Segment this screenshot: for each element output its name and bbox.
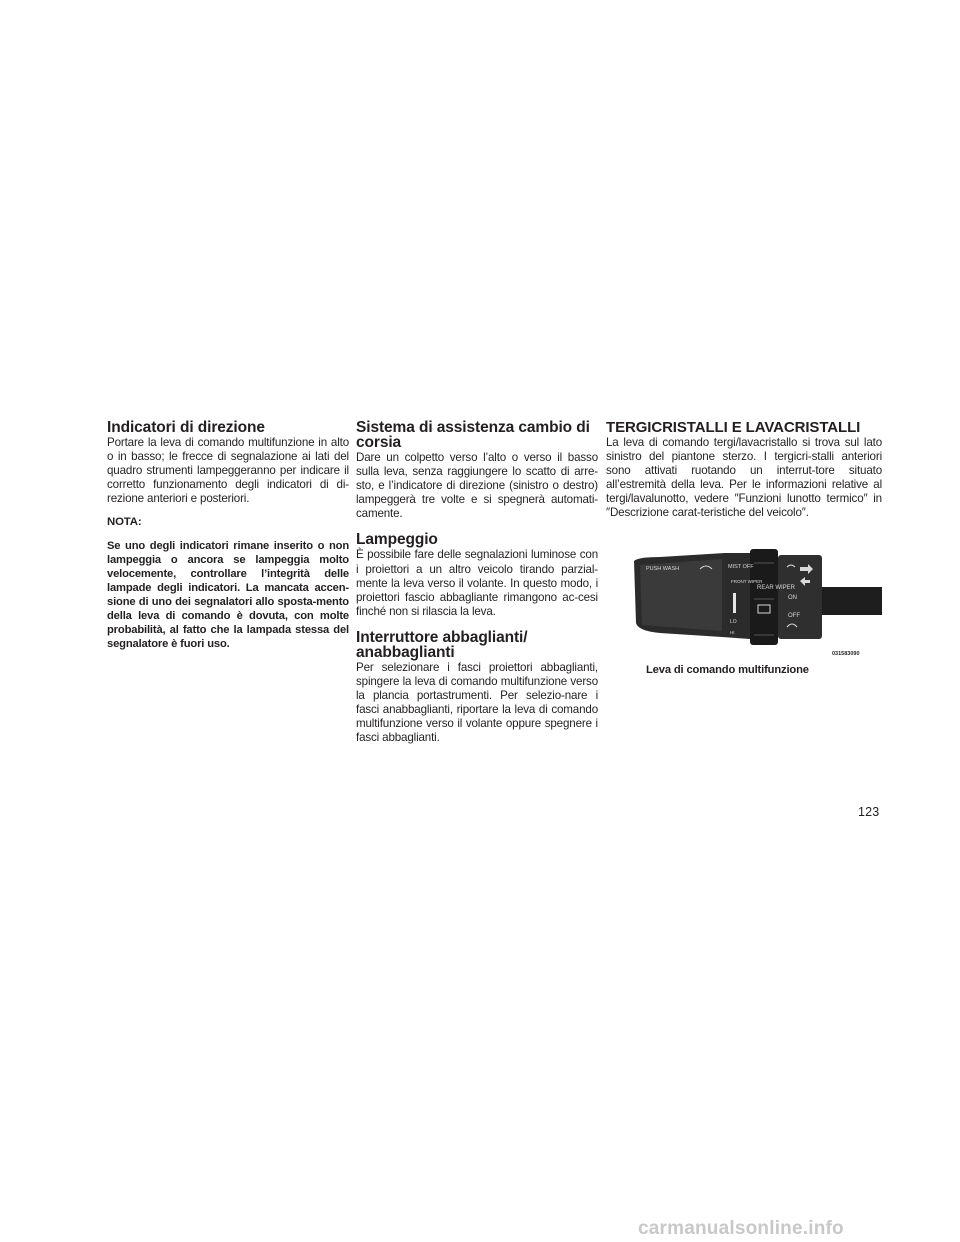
label-off: OFF	[788, 612, 800, 619]
column-left	[107, 420, 349, 651]
page-number: 123	[858, 805, 880, 819]
nota-text: Se uno degli indicatori rimane inserito o non lampeggia o ancora se lampeggia molto velocemente, controllare l’integrità delle lampade degli indicatori. La mancata accen-sione di uno dei segnalatori allo sposta-mento della leva di comando è dovuta, con molte probabilità, al fatto che la lampada stessa del segnalatore è fuori uso.	[107, 539, 349, 651]
label-hi: HI	[730, 629, 735, 635]
figure-code: 031583090	[832, 650, 860, 657]
label-mist-off: MIST OFF	[728, 563, 754, 570]
paragraph-interruttore-abbaglianti: Per selezionare i fasci proiettori abbaglianti, spingere la leva di comando multifunzione verso la plancia portastrumenti. Per selezio-nare i fasci anabbaglianti, riportare la leva di comando multifunzione verso il volante oppure spegnere i fasci abbaglianti.	[356, 660, 598, 745]
paragraph-lampeggio: È possibile fare delle segnalazioni luminose con i proiettori a un altro veicolo tirando parzial-mente la leva verso il volante. In questo modo, i proiettori fascio abbagliante rimangono ac-cesi finché non si rilascia la leva.	[356, 548, 598, 618]
label-push-wash: PUSH WASH	[646, 565, 680, 572]
label-rear-wiper: REAR WIPER	[757, 584, 796, 591]
label-front-wiper: FRONT WIPER	[731, 578, 763, 584]
heading-indicatori: Indicatori di direzione	[107, 419, 265, 436]
heading-tergicristalli: TERGICRISTALLI E LAVACRISTALLI	[606, 419, 861, 436]
heading-lampeggio: Lampeggio	[356, 531, 438, 549]
figure-caption: Leva di comando multifunzione	[646, 664, 809, 676]
heading-interruttore-abbaglianti: Interruttore abbaglianti/ anabbaglianti	[356, 628, 528, 661]
nota-label: NOTA:	[107, 516, 142, 529]
watermark: carmanualsonline.info	[638, 1218, 844, 1239]
column-middle	[356, 420, 598, 746]
paragraph-assistenza-cambio-corsia: Dare un colpetto verso l’alto o verso il basso sulla leva, senza raggiungere lo scatto di arre-sto, e l’indicatore di direzione (sinistro o destro) lampeggerà tre volte e si spegnerà automati-camente.	[356, 451, 598, 521]
paragraph-indicatori: Portare la leva di comando multifunzione in alto o in basso; le frecce di segnalazione ai lati del quadro strumenti lampeggeranno per indicare il corretto funzionamento degli indicatori di di-rezione anteriori e posteriori.	[107, 436, 349, 506]
paragraph-tergicristalli: La leva di comando tergi/lavacristallo si trova sul lato sinistro del piantone sterzo. I tergicri-stalli anteriori sono attivati ruotando un interrut-tore situato all’estremità della leva. Per le informazioni relative al tergi/lavalunotto, vedere ″Funzioni lunotto termico″ in ″Descrizione carat-teristiche del veicolo″.	[606, 436, 882, 520]
label-on: ON	[788, 594, 797, 601]
heading-assistenza-cambio-corsia: Sistema di assistenza cambio di corsia	[356, 419, 590, 451]
column-right	[606, 420, 882, 659]
multifunction-lever-figure	[630, 539, 882, 659]
multifunction-lever-illustration	[630, 539, 882, 659]
label-lo: LO	[730, 618, 737, 625]
